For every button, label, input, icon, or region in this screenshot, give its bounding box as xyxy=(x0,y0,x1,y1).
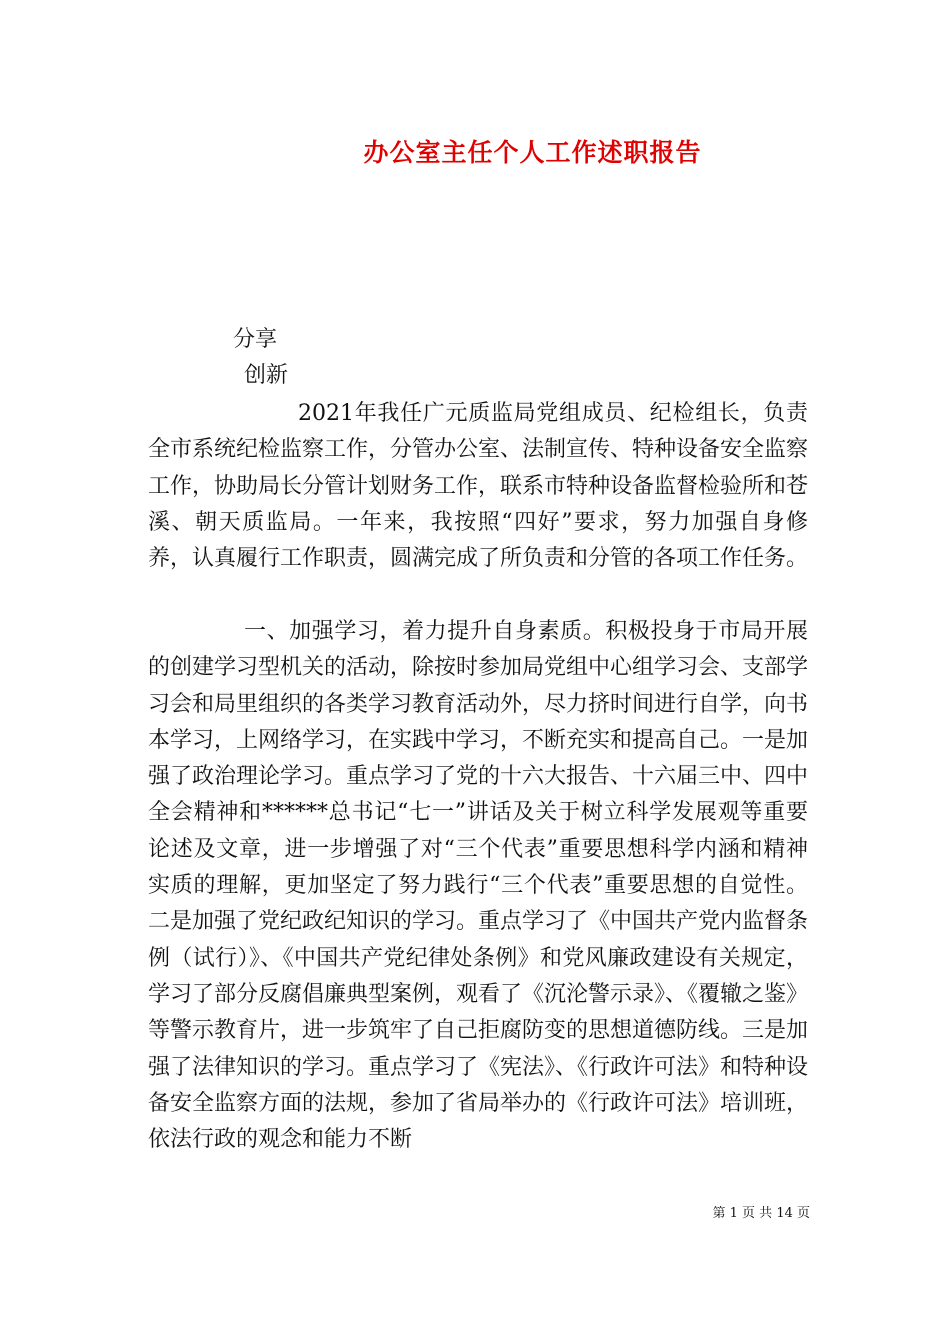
text-line-share: 分享 xyxy=(233,327,278,352)
text-line-innovation: 创新 xyxy=(244,363,289,388)
document-title: 办公室主任个人工作述职报告 xyxy=(363,138,702,167)
paragraph-intro: 2021年我任广元质监局党组成员、纪检组长，负责全市系统纪检监察工作，分管办公室、法制宣传、特种设备安全监察工作，协助局长分管计划财务工作，联系市特种设备监督检验所和苍溪、朝天质监局。一年来，我按照“四好”要求，努力加强自身修养，认真履行工作职责，圆满完成了所负责和分管的各项工作任务。 xyxy=(148,401,809,572)
paragraph-study: 一、加强学习，着力提升自身素质。积极投身于市局开展的创建学习型机关的活动，除按时参加局党组中心组学习会、支部学习会和局里组织的各类学习教育活动外，尽力挤时间进行自学，向书本学习，上网络学习，在实践中学习，不断充实和提高自己。一是加强了政治理论学习。重点学习了党的十六大报告、十六届三中、四中全会精神和******总书记“七一”讲话及关于树立科学发展观等重要论述及文章，进一步增强了对“三个代表”重要思想科学内涵和精神实质的理解，更加坚定了努力践行“三个代表”重要思想的自觉性。二是加强了党纪政纪知识的学习。重点学习了《中国共产党内监督条例（试行）》、《中国共产党纪律处条例》和党风廉政建设有关规定，学习了部分反腐倡廉典型案例，观看了《沉沦警示录》、《覆辙之鉴》等警示教育片，进一步筑牢了自己拒腐防变的思想道德防线。三是加强了法律知识的学习。重点学习了《宪法》、《行政许可法》和特种设备安全监察方面的法规，参加了省局举办的《行政许可法》培训班，依法行政的观念和能力不断 xyxy=(148,619,809,1153)
page-number: 第 1 页 共 14 页 xyxy=(712,1206,810,1221)
